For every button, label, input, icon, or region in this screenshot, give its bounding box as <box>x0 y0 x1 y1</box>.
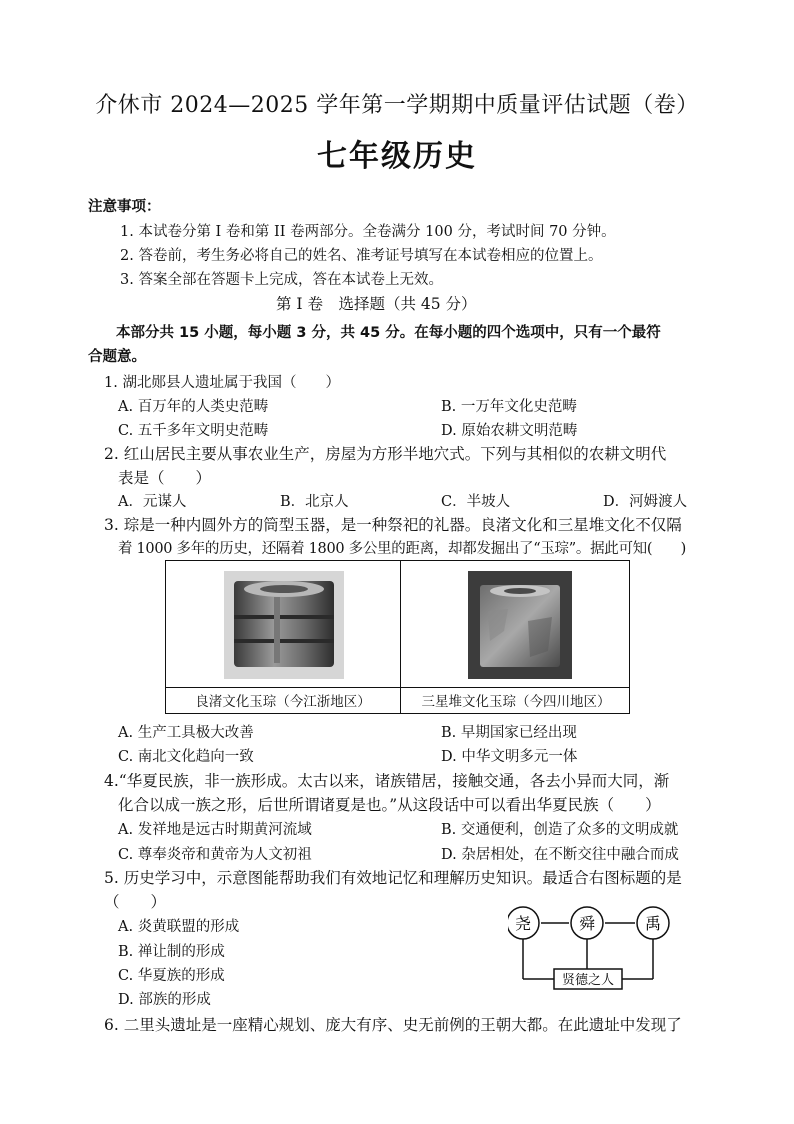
option-a: A. 发祥地是远古时期黄河流域 <box>118 822 312 838</box>
section-intro: 本部分共 15 小题，每小题 3 分，共 45 分。在每小题的四个选项中，只有一个最符 <box>116 325 661 341</box>
section-intro-cont: 合题意。 <box>88 349 146 365</box>
notice-item: 2. 答卷前，考生务必将自己的姓名、准考证号填写在本试卷相应的位置上。 <box>120 248 603 264</box>
option-b: B. 交通便利，创造了众多的文明成就 <box>441 822 679 838</box>
option-c: C. 华夏族的形成 <box>118 968 225 984</box>
option-a: A. 百万年的人类史范畴 <box>118 399 269 415</box>
sanxingdui-jade-cong-image <box>468 571 572 679</box>
question-stem-cont: 表是（ ） <box>118 469 212 487</box>
question-stem: 1. 湖北郧县人遗址属于我国（ ） <box>104 375 340 391</box>
option-b: B. 一万年文化史范畴 <box>441 399 577 415</box>
option-d: D．河姆渡人 <box>603 494 688 510</box>
option-b: B. 禅让制的形成 <box>118 944 225 960</box>
option-c: C．半坡人 <box>441 494 511 510</box>
question-stem: 4.“华夏民族，非一族形成。太古以来，诸族错居，接触交通，各去小异而大同，渐 <box>104 772 670 790</box>
question-stem-cont: （ ） <box>104 893 167 911</box>
option-d: D. 原始农耕文明范畴 <box>441 423 578 439</box>
option-d: D. 中华文明多元一体 <box>441 749 578 765</box>
option-d: D. 杂居相处，在不断交往中融合而成 <box>441 847 679 863</box>
caption-liangzhu: 良渚文化玉琮（今江浙地区） <box>195 694 371 710</box>
option-c: C. 五千多年文明史范畴 <box>118 423 269 439</box>
option-c: C. 尊奉炎帝和黄帝为人文初祖 <box>118 847 312 863</box>
option-a: A. 生产工具极大改善 <box>118 725 254 741</box>
notice-heading: 注意事项： <box>88 199 161 215</box>
subject-title: 七年级历史 <box>317 139 477 174</box>
question-stem: 6. 二里头遗址是一座精心规划、庞大有序、史无前例的王朝大都。在此遗址中发现了 <box>104 1016 682 1034</box>
node-shun-label: 舜 <box>578 914 596 933</box>
option-d: D. 部族的形成 <box>118 992 211 1008</box>
question-stem: 2. 红山居民主要从事农业生产，房屋为方形半地穴式。下列与其相似的农耕文明代 <box>104 445 667 463</box>
question-stem: 3. 琮是一种内圆外方的筒型玉器，是一种祭祀的礼器。良渚文化和三星堆文化不仅隔 <box>104 516 682 534</box>
node-yu-label: 禹 <box>644 914 662 933</box>
succession-diagram <box>508 905 698 995</box>
option-a: A．元谋人 <box>118 494 187 510</box>
question-stem-cont: 化合以成一族之形，后世所谓诸夏是也。”从这段话中可以看出华夏民族（ ） <box>118 796 661 814</box>
caption-sanxingdui: 三星堆文化玉琮（今四川地区） <box>421 694 611 710</box>
option-a: A. 炎黄联盟的形成 <box>118 919 240 935</box>
section-title: 第 I 卷 选择题（共 45 分） <box>276 295 477 313</box>
node-virtuous-label: 贤德之人 <box>561 973 615 988</box>
option-b: B. 早期国家已经出现 <box>441 725 577 741</box>
notice-item: 1. 本试卷分第 I 卷和第 II 卷两部分。全卷满分 100 分，考试时间 70 分钟。 <box>120 224 616 240</box>
question-stem: 5. 历史学习中，示意图能帮助我们有效地记忆和理解历史知识。最适合右图标题的是 <box>104 869 682 887</box>
jade-cong-image-table <box>165 560 630 714</box>
option-c: C. 南北文化趋向一致 <box>118 749 254 765</box>
notice-item: 3. 答案全部在答题卡上完成，答在本试卷上无效。 <box>120 272 443 288</box>
node-yao-label: 尧 <box>514 914 532 933</box>
option-b: B．北京人 <box>280 494 349 510</box>
exam-title: 介休市 2024—2025 学年第一学期期中质量评估试题（卷） <box>95 93 699 118</box>
question-stem-cont: 着 1000 多年的历史，还隔着 1800 多公里的距离，却都发掘出了“玉琮”。据此可知( ) <box>118 541 686 557</box>
liangzhu-jade-cong-image <box>224 571 344 679</box>
